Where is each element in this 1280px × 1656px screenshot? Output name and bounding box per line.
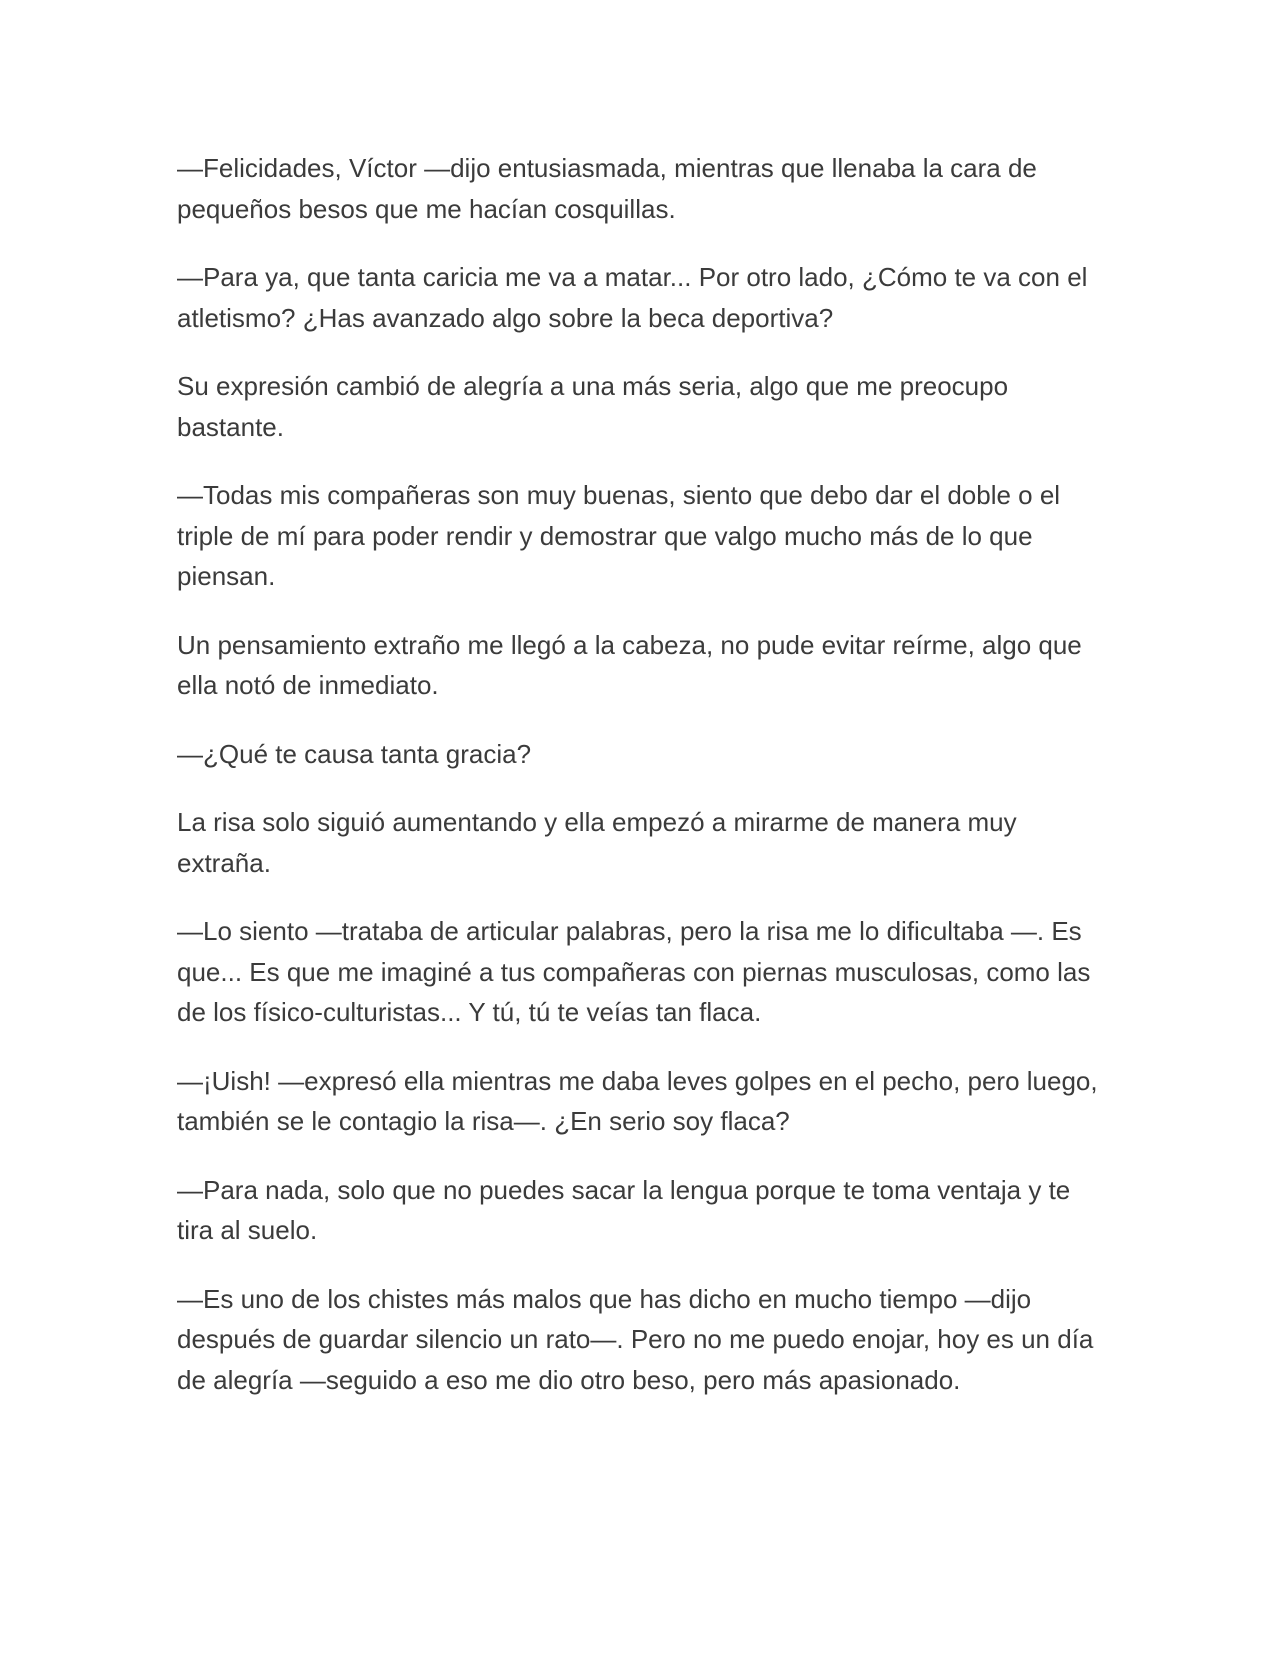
paragraph-3: Su expresión cambió de alegría a una más seria, algo que me preocupo bastante. (177, 371, 1009, 442)
document-page (177, 148, 1107, 1428)
paragraph-4: —Todas mis compañeras son muy buenas, siento que debo dar el doble o el triple de mí para poder rendir y demostrar que valgo mucho más de lo que piensan. (177, 480, 1061, 591)
paragraph-9: —¡Uish! —expresó ella mientras me daba leves golpes en el pecho, pero luego, también se le contagio la risa—. ¿En serio soy flaca? (177, 1065, 1098, 1136)
paragraph-8: —Lo siento —trataba de articular palabras, pero la risa me lo dificultaba —. Es que... Es que me imaginé a tus compañeras con piernas musculosas, como las de los físico-culturistas... Y tú, tú te veías tan flaca. (177, 916, 1091, 1027)
paragraph-6: —¿Qué te causa tanta gracia? (177, 738, 532, 769)
paragraph-1: —Felicidades, Víctor —dijo entusiasmada, mientras que llenaba la cara de pequeños besos que me hacían cosquillas. (177, 153, 1037, 224)
paragraph-2: —Para ya, que tanta caricia me va a matar... Por otro lado, ¿Cómo te va con el atletismo? ¿Has avanzado algo sobre la beca deportiva? (177, 262, 1088, 333)
paragraph-5: Un pensamiento extraño me llegó a la cabeza, no pude evitar reírme, algo que ella notó de inmediato. (177, 629, 1082, 700)
paragraph-11: —Es uno de los chistes más malos que has dicho en mucho tiempo —dijo después de guardar silencio un rato—. Pero no me puedo enojar, hoy es un día de alegría —seguido a eso me dio otro beso, pero más apasionado. (177, 1283, 1094, 1395)
paragraph-7: La risa solo siguió aumentando y ella empezó a mirarme de manera muy extraña. (177, 807, 1017, 878)
paragraph-10: —Para nada, solo que no puedes sacar la lengua porque te toma ventaja y te tira al suelo. (177, 1174, 1071, 1245)
